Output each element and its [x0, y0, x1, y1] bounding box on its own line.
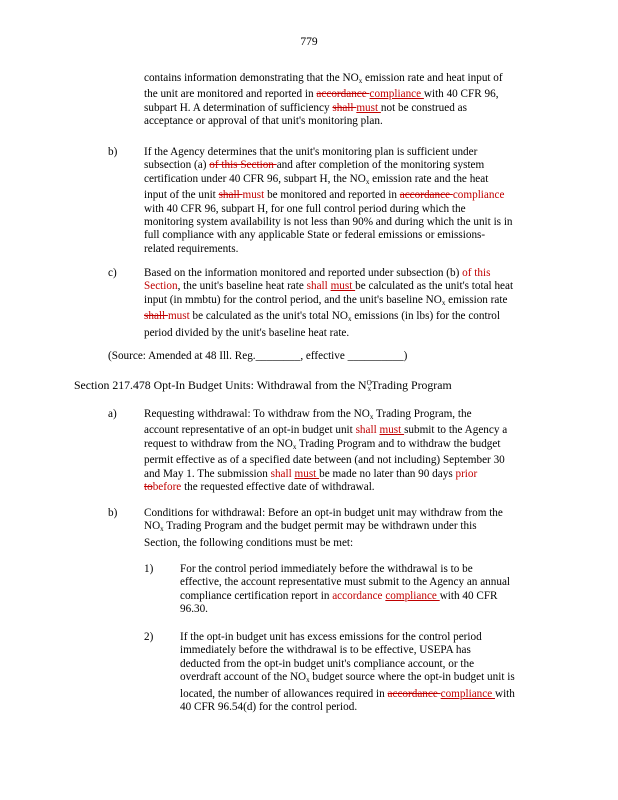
inserted-text: must — [167, 310, 190, 323]
text-line: input of the unit shall must be monitored and reported in accordance compliance — [144, 189, 505, 202]
text-line: immediately before the withdrawal is to be effective, USEPA has — [180, 644, 471, 657]
text-line: input (in mmbtu) for the control period, and the unit's baseline $NO_x$ emission rate — [144, 293, 508, 307]
deleted-text: shall — [270, 467, 295, 480]
text-line: acceptance or approval of that unit's monitoring plan. — [144, 115, 383, 128]
text-line: If the opt-in budget unit has excess emissions for the control period — [180, 631, 482, 643]
text-line: request to withdraw from the $NO_x$ Trading Program and to withdraw the budget — [144, 437, 501, 451]
text-line: certification under 40 CFR 96, subpart H, the $NO_x$ emission rate and the heat — [144, 172, 489, 186]
subsection-a — [144, 408, 507, 494]
deleted-text: accordance — [387, 687, 441, 700]
text-line: subsection (a) of this Section and after completion of the monitoring system — [144, 159, 485, 172]
deleted-text: of this Section — [209, 159, 277, 172]
deleted-text: accordance — [399, 189, 453, 202]
text-line: compliance certification report in accordance compliance with 40 CFR — [180, 589, 498, 602]
text-line: effective, the account representative must submit to the Agency an annual — [180, 576, 511, 589]
inserted-text: must — [242, 189, 265, 202]
deleted-text: shall — [355, 424, 380, 437]
text-line: account representative of an opt-in budget unit shall must submit to the Agency a — [144, 424, 508, 437]
source-note-text: (Source: Amended at 48 Ill. Reg.________, effective __________) — [108, 350, 408, 362]
deleted-text: shall — [218, 189, 243, 202]
inserted-text: compliance — [440, 687, 495, 700]
text-line: full compliance with any applicable State or federal emissions or emissions- — [144, 229, 486, 242]
text-line: If the Agency determines that the unit's monitoring plan is sufficient under — [144, 146, 478, 158]
text-line: period divided by the unit's baseline heat rate. — [144, 326, 350, 339]
inserted-text: prior — [455, 467, 478, 480]
text-line: For the control period immediately before the withdrawal is to be — [180, 563, 473, 575]
inserted-text: compliance — [369, 88, 424, 101]
text-line: 96.30. — [180, 603, 208, 616]
text-line: and May 1. The submission shall must be made no later than 90 days prior — [144, 467, 478, 480]
text-line: with 40 CFR 96, subpart H, for one full control period during which the — [144, 202, 466, 215]
text-line: deducted from the opt-in budget unit's compliance account, or the — [180, 657, 475, 670]
item-label: 2) — [144, 631, 154, 643]
inserted-text: must — [356, 101, 381, 114]
text-line: $NO_x$ Trading Program and the budget permit may be withdrawn under this — [144, 520, 477, 534]
deleted-text: accordance — [316, 88, 370, 101]
text-line: the unit are monitored and reported in accordance compliance with 40 CFR 96, — [144, 88, 499, 101]
text-line: located, the number of allowances required in accordance compliance with — [180, 687, 515, 700]
deleted-text: accordance — [332, 589, 386, 602]
text-line: overdraft account of the $NO_x$ budget source where the opt-in budget unit is — [180, 671, 515, 685]
deleted-text: shall — [332, 101, 357, 114]
text-line: shall must be calculated as the unit's total $NO_x$ emissions (in lbs) for the control — [144, 310, 501, 324]
continuation-paragraph — [144, 72, 503, 129]
inserted-text: before — [152, 481, 182, 494]
text-line: Requesting withdrawal: To withdraw from the $NO_x$ Trading Program, the — [144, 408, 472, 421]
source-note — [108, 350, 407, 363]
text-line: 40 CFR 96.54(d) for the control period. — [180, 701, 358, 714]
text-line: Section, the following conditions must be met: — [144, 536, 354, 549]
paragraph-c — [144, 267, 513, 340]
item-label: 1) — [144, 563, 154, 575]
paragraph-label: b) — [108, 146, 118, 158]
subsection-b — [144, 507, 503, 550]
text-line: related requirements. — [144, 242, 239, 255]
item-2 — [180, 631, 515, 714]
text-line: monitoring system availability is not less than 90% and during which the unit is in — [144, 216, 513, 229]
deleted-text: to — [144, 481, 153, 494]
inserted-text: of this — [462, 267, 491, 279]
text-line: Section, the unit's baseline heat rate shall must be calculated as the unit's total heat — [144, 280, 514, 293]
text-line: permit effective as of a specified date between (and not including) September 30 — [144, 454, 505, 467]
text-line: subpart H. A determination of sufficiency shall must not be construed as — [144, 101, 467, 114]
paragraph-label: c) — [108, 267, 117, 279]
item-1 — [180, 563, 510, 617]
paragraph-label: b) — [108, 507, 118, 519]
deleted-text: shall — [306, 280, 331, 293]
inserted-text: Section — [144, 280, 178, 293]
inserted-text: compliance — [452, 189, 505, 202]
inserted-text: must — [379, 424, 405, 437]
deleted-text: shall — [144, 310, 168, 323]
paragraph-label: a) — [108, 408, 117, 420]
text-line: Based on the information monitored and reported under subsection (b) of this — [144, 267, 491, 279]
paragraph-b — [144, 146, 513, 256]
page-number: 779 — [300, 36, 318, 48]
section-heading: Section 217.478 Opt-In Budget Units: Withdrawal from the $N^O_xTrading$ Program — [74, 378, 452, 393]
text-line: tobefore the requested effective date of withdrawal. — [144, 481, 375, 494]
text-line: Conditions for withdrawal: Before an opt-in budget unit may withdraw from the — [144, 507, 503, 519]
text-line: contains information demonstrating that the $NO_x$ emission rate and heat input of — [144, 72, 503, 85]
inserted-text: must — [294, 467, 320, 480]
inserted-text: compliance — [385, 589, 440, 602]
inserted-text: must — [330, 280, 356, 293]
